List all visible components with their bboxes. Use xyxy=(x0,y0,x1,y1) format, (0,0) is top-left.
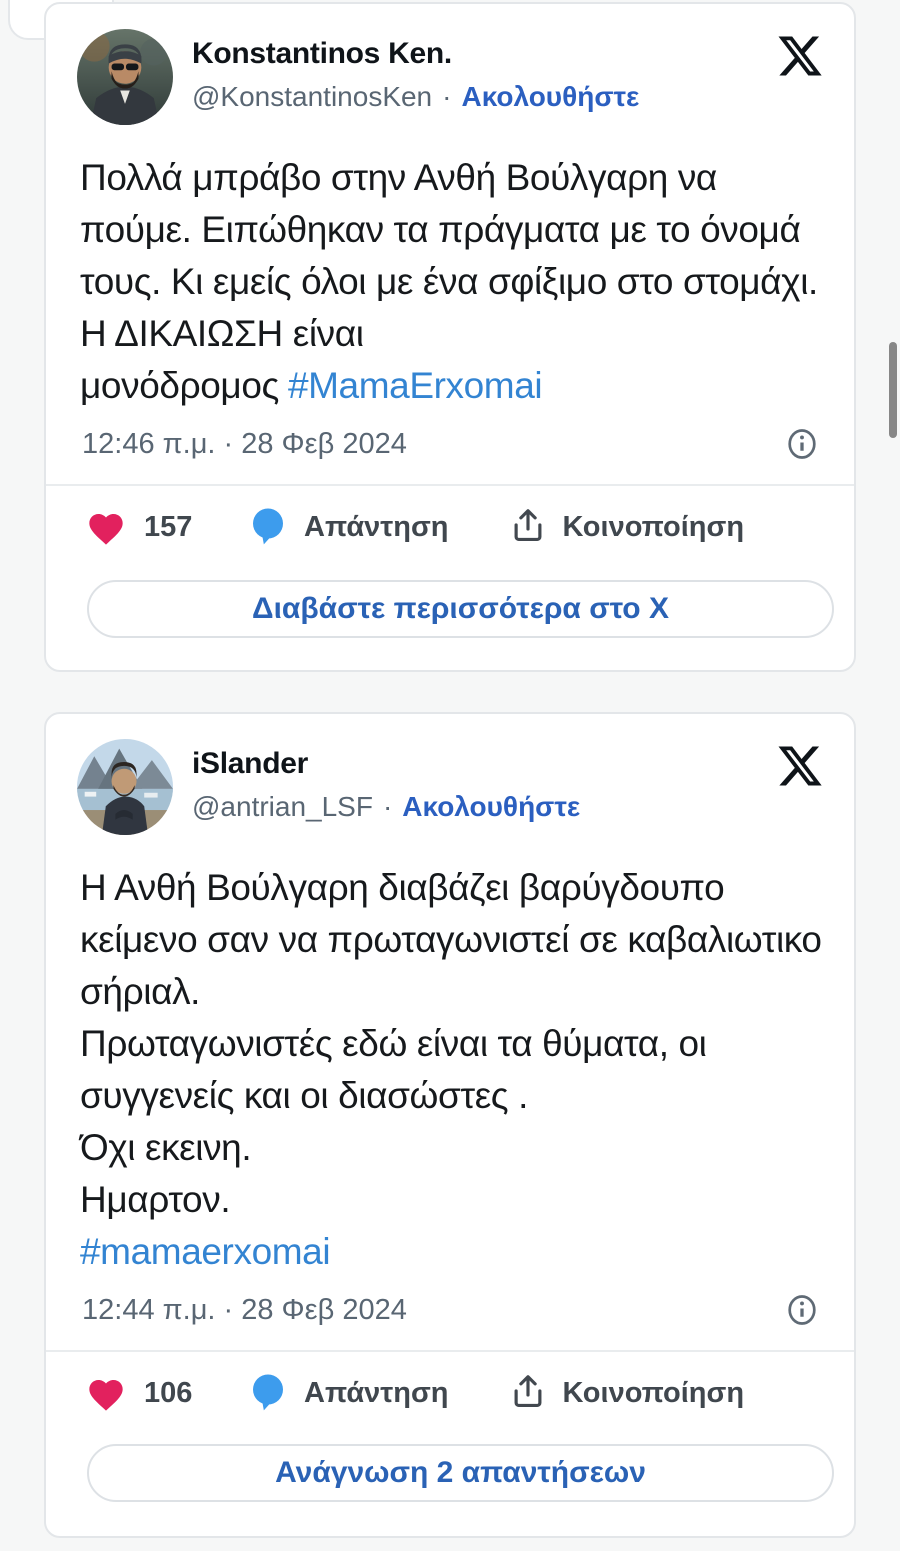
hashtag-link[interactable]: #mamaerxomai xyxy=(80,1231,331,1272)
author-subline xyxy=(192,81,639,113)
tweet-text-line: Η Ανθή Βούλγαρη διαβάζει βαρύγδουπο κείμενο σαν να πρωταγωνιστεί σε καβαλιωτικο σήριαλ. xyxy=(80,867,822,1012)
like-heart-icon[interactable] xyxy=(86,509,126,545)
scrollbar-thumb[interactable] xyxy=(889,342,897,438)
divider xyxy=(46,484,854,486)
follow-link[interactable]: Ακολουθήστε xyxy=(461,81,640,112)
avatar[interactable] xyxy=(77,739,173,835)
separator-dot: · xyxy=(442,81,452,112)
reply-label[interactable]: Απάντηση xyxy=(304,510,449,543)
reply-label[interactable]: Απάντηση xyxy=(304,1376,449,1409)
x-logo-icon[interactable] xyxy=(776,32,824,80)
like-heart-icon[interactable] xyxy=(86,1375,126,1411)
read-replies-button[interactable]: Ανάγνωση 2 απαντήσεων xyxy=(87,1444,834,1502)
action-bar xyxy=(86,1370,854,1416)
avatar[interactable] xyxy=(77,29,173,125)
tweet-text-line: Ημαρτον. xyxy=(80,1179,231,1220)
tweet-card-1 xyxy=(44,2,856,672)
tweet-text-block xyxy=(80,152,828,412)
share-icon[interactable] xyxy=(509,1372,547,1414)
author-handle[interactable]: @KonstantinosKen xyxy=(192,81,433,112)
share-icon[interactable] xyxy=(509,506,547,548)
avatar-image-man-harbor xyxy=(77,739,173,835)
x-logo-icon[interactable] xyxy=(776,742,824,790)
info-icon[interactable] xyxy=(784,1292,820,1328)
tweet-text: Πολλά μπράβο στην Ανθή Βούλγαρη να πούμε. Ειπώθηκαν τα πράγματα με το όνομά τους. Κι εμείς όλοι με ένα σφίξιμο στο στομάχι. Η ΔΙΚΑΙΩΣΗ είναι μονόδρομος xyxy=(80,157,818,406)
share-label[interactable]: Κοινοποίηση xyxy=(562,510,745,543)
read-more-on-x-button[interactable]: Διαβάστε περισσότερα στο X xyxy=(87,580,834,638)
divider xyxy=(46,1350,854,1352)
tweet-text-line: Πρωταγωνιστές εδώ είναι τα θύματα, οι συγγενείς και οι διασώστες . xyxy=(80,1023,707,1116)
tweet-header xyxy=(46,4,854,134)
action-bar xyxy=(86,504,854,550)
info-icon[interactable] xyxy=(784,426,820,462)
timestamp[interactable]: 12:44 π.μ. · 28 Φεβ 2024 xyxy=(82,1293,407,1326)
meta-row xyxy=(82,1292,820,1328)
like-count[interactable]: 157 xyxy=(144,510,193,543)
author-block xyxy=(192,37,639,113)
tweet-header xyxy=(46,714,854,844)
avatar-image-man-beanie xyxy=(77,29,173,125)
like-count[interactable]: 106 xyxy=(144,1376,193,1409)
author-name[interactable]: Konstantinos Ken. xyxy=(192,37,452,70)
reply-bubble-icon[interactable] xyxy=(248,1372,288,1414)
meta-row xyxy=(82,426,820,462)
separator-dot: · xyxy=(382,791,393,822)
timestamp[interactable]: 12:46 π.μ. · 28 Φεβ 2024 xyxy=(82,427,407,460)
tweet-text-block xyxy=(80,862,828,1278)
tweet-text-line: Όχι εκεινη. xyxy=(80,1127,252,1168)
hashtag-link[interactable]: #MamaErxomai xyxy=(287,365,543,406)
reply-bubble-icon[interactable] xyxy=(248,506,288,548)
share-label[interactable]: Κοινοποίηση xyxy=(562,1376,745,1409)
tweet-text-paragraph xyxy=(80,152,828,412)
author-name[interactable]: iSlander xyxy=(192,747,308,780)
author-handle[interactable]: @antrian_LSF xyxy=(192,791,373,822)
author-subline xyxy=(192,791,580,823)
follow-link[interactable]: Ακολουθήστε xyxy=(402,791,581,822)
tweet-card-2 xyxy=(44,712,856,1538)
author-block xyxy=(192,747,580,823)
